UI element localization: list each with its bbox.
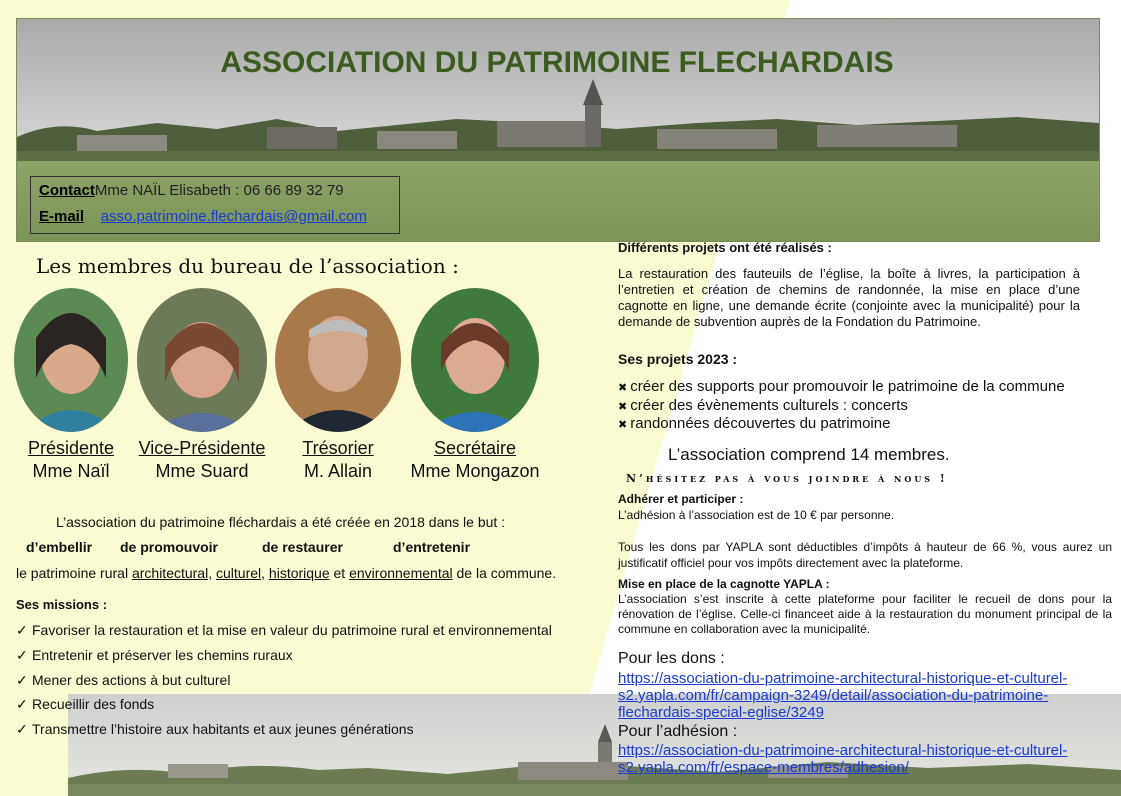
adhesion-title: Adhérer et participer : xyxy=(618,492,744,506)
member-vice-presidente xyxy=(127,288,277,482)
member-name: Mme Naïl xyxy=(32,461,110,481)
project-2023-item xyxy=(618,415,890,432)
heritage-culturel: culturel, xyxy=(216,565,266,581)
check-icon: ✓ xyxy=(16,696,28,712)
verb-promouvoir: de promouvoir xyxy=(120,539,219,555)
projects-done-title: Différents projets ont été réalisés : xyxy=(618,240,832,255)
cagnotte-title: Mise en place de la cagnotte YAPLA : xyxy=(618,577,830,591)
cross-icon: ✖ xyxy=(618,401,631,413)
check-icon: ✓ xyxy=(16,647,28,663)
check-icon: ✓ xyxy=(16,622,28,638)
mission-item xyxy=(16,721,414,738)
mission-text: Favoriser la restauration et la mise en valeur du patrimoine rural et environnemental xyxy=(32,622,552,638)
member-role: Vice-Présidente xyxy=(138,438,266,458)
member-name: M. Allain xyxy=(303,461,373,481)
verb-restaurer: de restaurer xyxy=(262,539,343,555)
member-role: Trésorier xyxy=(302,438,374,458)
member-secretaire xyxy=(400,288,550,482)
cross-icon: ✖ xyxy=(618,382,631,394)
mission-text: Transmettre l’histoire aux habitants et aux jeunes générations xyxy=(32,721,414,737)
member-photo xyxy=(411,288,539,432)
cagnotte-text: L’association s’est inscrite à cette plateforme pour faciliter le recueil de dons pour la rénovation de l’église. Celle-ci financeet aide à la restauration du monument principal de la commune en collaboration avec la municipalité. xyxy=(618,592,1112,636)
heritage-environnemental: environnemental xyxy=(349,565,453,581)
member-presidente xyxy=(0,288,146,482)
mission-item xyxy=(16,647,293,664)
member-tresorier xyxy=(263,288,413,482)
join-banner: N’hésitez pas à vous joindre à nous ! xyxy=(626,472,948,485)
member-photo xyxy=(14,288,128,432)
heritage-architectural: architectural, xyxy=(131,565,213,581)
projects-2023-title: Ses projets 2023 : xyxy=(618,351,738,367)
adhesion-text: L’adhésion à l’association est de 10 € par personne. xyxy=(618,508,895,522)
project-2023-item xyxy=(618,378,1065,395)
cross-icon: ✖ xyxy=(618,419,631,431)
member-role: Présidente xyxy=(27,438,115,458)
contact-box xyxy=(30,176,400,234)
verb-embellir: d’embellir xyxy=(26,539,93,555)
project-text: créer des supports pour promouvoir le patrimoine de la commune xyxy=(630,378,1065,395)
intro-line-heritage xyxy=(16,565,556,581)
member-name: Mme Mongazon xyxy=(410,461,540,481)
mission-text: Entretenir et préserver les chemins ruraux xyxy=(32,647,293,663)
dons-link[interactable]: https://association-du-patrimoine-architectural-historique-et-culturel- s2.yapla.com/fr/campaign-3249/detail/association-du-patrimoine-flechardais-special-eglise/3249 xyxy=(618,670,1068,721)
members-count: L’association comprend 14 membres. xyxy=(668,445,950,464)
email-line xyxy=(39,208,367,225)
member-name: Mme Suard xyxy=(155,461,249,481)
missions-title: Ses missions : xyxy=(16,597,108,612)
project-text: créer des évènements culturels : concerts xyxy=(630,397,908,414)
mission-item xyxy=(16,672,230,689)
member-photo xyxy=(137,288,267,432)
mission-item xyxy=(16,622,552,639)
mission-text: Mener des actions à but culturel xyxy=(32,672,231,688)
dons-label: Pour les dons : xyxy=(618,650,725,667)
contact-line xyxy=(39,182,344,199)
heritage-suffix: de la commune. xyxy=(456,565,557,581)
verb-entretenir: d’entretenir xyxy=(393,539,471,555)
heritage-historique: historique xyxy=(268,565,330,581)
contact-value: Mme NAÏL Elisabeth : 06 66 89 32 79 xyxy=(94,182,344,199)
check-icon: ✓ xyxy=(16,721,28,737)
member-photo xyxy=(275,288,401,432)
project-text: randonnées découvertes du patrimoine xyxy=(630,415,891,432)
adhesion-label: Pour l’adhésion : xyxy=(618,723,738,740)
dons-text: Tous les dons par YAPLA sont déductibles d’impôts à hauteur de 66 %, vous aurez un justificatif officiel pour vos impôts directement avec la plateforme. xyxy=(618,540,1112,570)
heritage-and: et xyxy=(333,565,346,581)
member-role: Secrétaire xyxy=(433,438,517,458)
intro-line: L’association du patrimoine fléchardais a été créée en 2018 dans le but : xyxy=(56,514,506,530)
email-link[interactable]: asso.patrimoine.flechardais@gmail.com xyxy=(100,208,367,225)
heritage-prefix: le patrimoine rural xyxy=(16,565,129,581)
projects-done-text: La restauration des fauteuils de l’église, la boîte à livres, la participation à l’entretien et création de chemins de randonnée, la mise en place d’une cagnotte en ligne, une demande écrite (conjointe avec la municipalité) pour la demande de subvention auprès de la Fondation du Patrimoine. xyxy=(618,266,1080,329)
contact-label: Contact xyxy=(39,182,95,199)
bureau-title: Les membres du bureau de l’association : xyxy=(36,254,459,278)
project-2023-item xyxy=(618,397,908,414)
mission-text: Recueillir des fonds xyxy=(32,696,155,712)
mission-item xyxy=(16,696,154,713)
email-label: E-mail xyxy=(39,208,85,225)
check-icon: ✓ xyxy=(16,672,28,688)
adhesion-link[interactable]: https://association-du-patrimoine-architectural-historique-et-culturel- s2.yapla.com/fr/espace-membres/adhesion/ xyxy=(618,742,1068,776)
page-title: ASSOCIATION DU PATRIMOINE FLECHARDAIS xyxy=(220,46,894,79)
